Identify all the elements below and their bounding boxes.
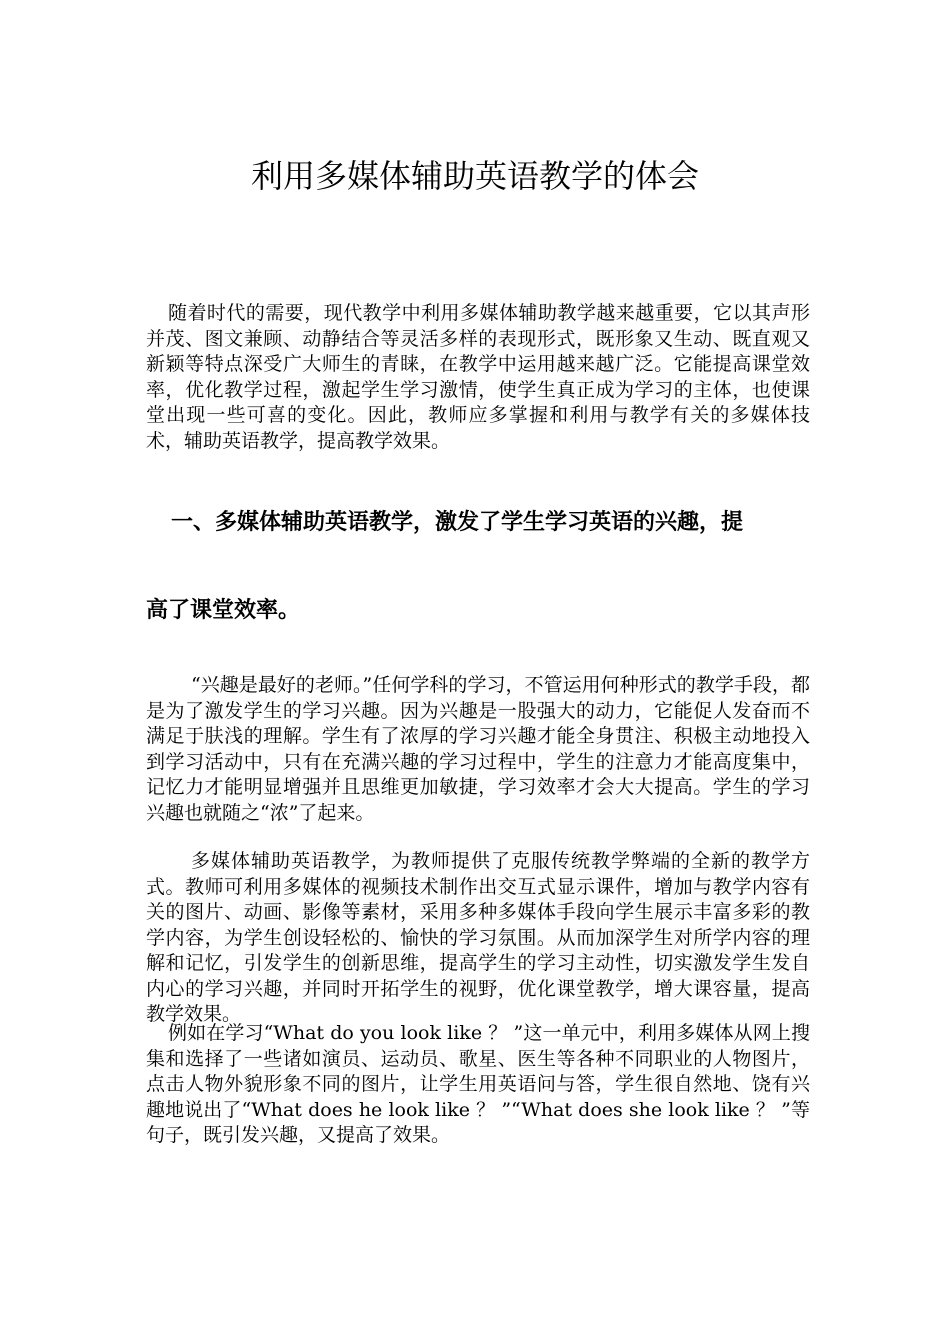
- section-heading-line-2: 高了课堂效率。: [146, 598, 301, 623]
- body-paragraph-example: 例如在学习“What do you look like ？ ”这一单元中，利用多媒体从网上搜集和选择了一些诸如演员、运动员、歌星、医生等各种不同职业的人物图片，点击人物外貌形象不同的图片，让学生用英语问与答，学生很自然地、饶有兴趣地说出了“What does he look like ？ ”“What does she look like ？ ”等句子，既引发兴趣，又提高了效果。: [146, 1022, 810, 1146]
- intro-paragraph: 随着时代的需要，现代教学中利用多媒体辅助教学越来越重要，它以其声形并茂、图文兼顾、动静结合等灵活多样的表现形式，既形象又生动、既直观又新颖等特点深受广大师生的青睐，在教学中运用越来越广泛。它能提高课堂效率，优化教学过程，激起学生学习激情，使学生真正成为学习的主体，也使课堂出现一些可喜的变化。因此，教师应多掌握和利用与教学有关的多媒体技术，辅助英语教学，提高教学效果。: [146, 302, 810, 452]
- document-title: 利用多媒体辅助英语教学的体会: [250, 157, 699, 195]
- section-heading-line-1: 一、多媒体辅助英语教学，激发了学生学习英语的兴趣，提: [171, 510, 744, 535]
- body-paragraph-interest: “兴趣是最好的老师。”任何学科的学习，不管运用何种形式的教学手段，都是为了激发学生的学习兴趣。因为兴趣是一股强大的动力，它能促人发奋而不满足于肤浅的理解。学生有了浓厚的学习兴趣才能全身贯注、积极主动地投入到学习活动中，只有在充满兴趣的学习过程中，学生的注意力才能高度集中，记忆力才能明显增强并且思维更加敏捷，学习效率才会大大提高。学生的学习兴趣也就随之“浓”了起来。: [146, 674, 810, 824]
- body-paragraph-multimedia: 多媒体辅助英语教学，为教师提供了克服传统教学弊端的全新的教学方式。教师可利用多媒体的视频技术制作出交互式显示课件，增加与教学内容有关的图片、动画、影像等素材，采用多种多媒体手段向学生展示丰富多彩的教学内容，为学生创设轻松的、愉快的学习氛围。从而加深学生对所学内容的理解和记忆，引发学生的创新思维，提高学生的学习主动性，切实激发学生发自内心的学习兴趣，并同时开拓学生的视野，优化课堂教学，增大课容量，提高教学效果。: [146, 850, 810, 1025]
